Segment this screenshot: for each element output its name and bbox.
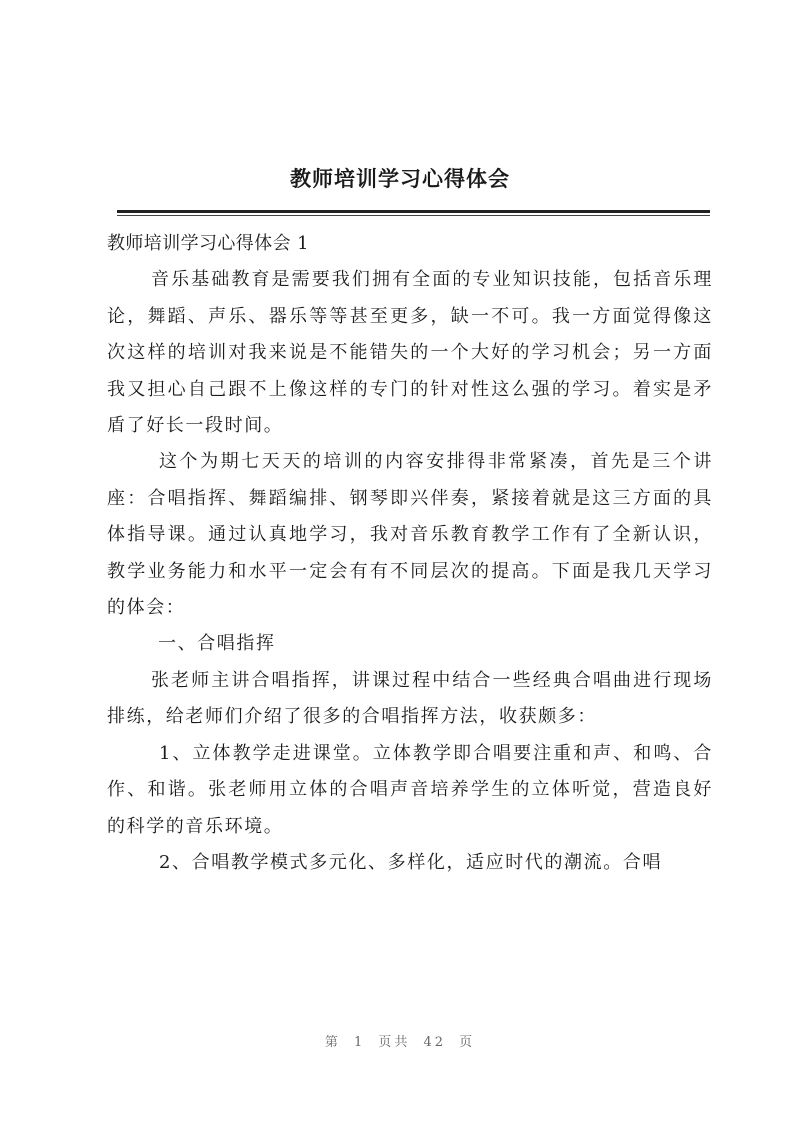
- paragraph-teacher-zhang: 张老师主讲合唱指挥，讲课过程中结合一些经典合唱曲进行现场排练，给老师们介绍了很多的合唱指挥方法，收获颇多：: [107, 669, 713, 728]
- document-body: [107, 226, 713, 881]
- paragraph-point-2: 2、合唱教学模式多元化、多样化，适应时代的潮流。合唱: [159, 851, 663, 873]
- title-rule-thin: [117, 215, 710, 216]
- section-subtitle: 教师培训学习心得体会 1: [107, 233, 309, 254]
- page-number-footer: 第 1 页共 42 页: [324, 1035, 476, 1050]
- section-heading-choral-conducting: 一、合唱指挥: [158, 633, 276, 655]
- paragraph-point-1: 1、立体教学走进课堂。立体教学即合唱要注重和声、和鸣、合作、和谐。张老师用立体的合唱声音培养学生的立体听觉，营造良好的科学的音乐环境。: [107, 742, 713, 837]
- title-rule-thick: [117, 210, 710, 213]
- paragraph-training-content: 这个为期七天天的培训的内容安排得非常紧凑，首先是三个讲座：合唱指挥、舞蹈编排、钢琴即兴伴奏，紧接着就是这三方面的具体指导课。通过认真地学习，我对音乐教育教学工作有了全新认识，教学业务能力和水平一定会有有不同层次的提高。下面是我几天学习的体会：: [107, 451, 713, 619]
- document-title: 教师培训学习心得体会: [290, 166, 510, 191]
- paragraph-intro: 音乐基础教育是需要我们拥有全面的专业知识技能，包括音乐理论，舞蹈、声乐、器乐等等甚至更多，缺一不可。我一方面觉得像这次这样的培训对我来说是不能错失的一个大好的学习机会；另一方面我又担心自己跟不上像这样的专门的针对性这么强的学习。着实是矛盾了好长一段时间。: [107, 269, 713, 437]
